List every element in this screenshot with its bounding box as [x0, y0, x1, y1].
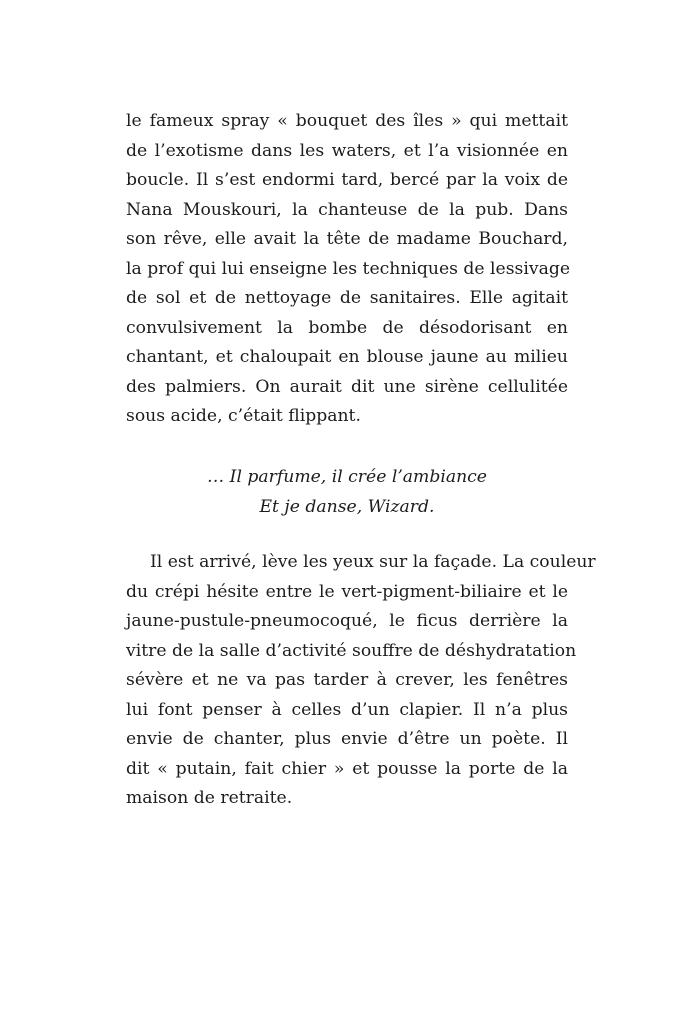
text-line: son rêve, elle avait la tête de madame Bouchard, — [126, 229, 568, 249]
text-line: de l’exotisme dans les waters, et l’a visionnée en — [126, 140, 568, 161]
text-line: le fameux spray « bouquet des îles » qui mettait — [126, 111, 568, 131]
verse-line: Et je danse, Wizard. — [259, 497, 435, 517]
paragraph-2 — [126, 548, 596, 814]
text-line: boucle. Il s’est endormi tard, bercé par la voix de — [126, 170, 568, 190]
text-line: sous acide, c’était flippant. — [126, 406, 361, 426]
text-line: la prof qui lui enseigne les techniques de lessivage — [126, 258, 570, 279]
text-line: vitre de la salle d’activité souffre de déshydratation — [126, 640, 577, 661]
text-line: du crépi hésite entre le vert-pigment-biliaire et le — [126, 581, 568, 602]
text-line: Il est arrivé, lève les yeux sur la façade. La couleur — [150, 552, 596, 572]
text-line: sévère et ne va pas tarder à crever, les fenêtres — [126, 670, 568, 690]
text-line: dit « putain, fait chier » et pousse la porte de la — [126, 758, 568, 779]
text-line: chantant, et chaloupait en blouse jaune au milieu — [126, 347, 568, 367]
text-line: jaune-pustule-pneumocoqué, le ficus derrière la — [126, 611, 568, 631]
text-line: Nana Mouskouri, la chanteuse de la pub. Dans — [126, 199, 568, 220]
text-line: de sol et de nettoyage de sanitaires. Elle agitait — [126, 288, 568, 308]
text-line: convulsivement la bombe de désodorisant en — [126, 317, 568, 338]
text-line: lui font penser à celles d’un clapier. Il n’a plus — [126, 699, 568, 720]
text-line: des palmiers. On aurait dit une sirène cellulitée — [126, 376, 568, 397]
verse-quote — [126, 462, 568, 522]
paragraph-1 — [126, 107, 568, 432]
text-line: envie de chanter, plus envie d’être un poète. Il — [126, 729, 568, 749]
verse-line: … Il parfume, il crée l’ambiance — [207, 467, 487, 487]
text-line: maison de retraite. — [126, 788, 293, 808]
